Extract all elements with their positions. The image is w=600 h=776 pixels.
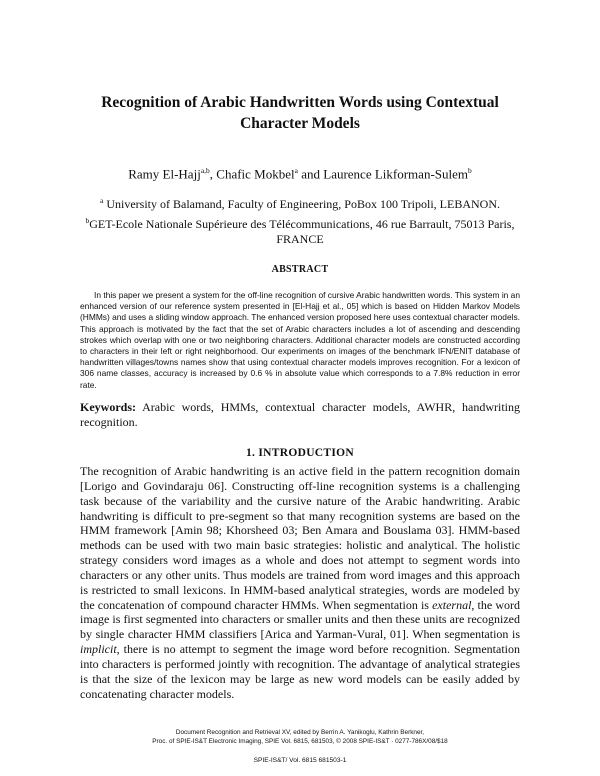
affiliation-b-text: GET-Ecole Nationale Supérieure des Télécommunications, 46 rue Barrault, 75013 Paris, FRANCE — [89, 216, 515, 246]
affiliation-b-mark: b — [85, 215, 90, 225]
author-3-name: Laurence Likforman-Sulem — [323, 166, 468, 182]
footer-line-2: Proc. of SPIE-IS&T Electronic Imaging, SPIE Vol. 6815, 681503, © 2008 SPIE-IS&T · 0277-786X/08/$18 — [152, 738, 448, 745]
author-separator-1: , — [209, 166, 217, 182]
title-line-1: Recognition of Arabic Handwritten Words using Contextual — [101, 94, 499, 111]
affiliation-a — [80, 193, 520, 213]
introduction-paragraph — [80, 464, 520, 702]
author-list — [60, 163, 540, 182]
intro-emphasis-implicit: implicit — [80, 642, 117, 657]
intro-text-part-1: The recognition of Arabic handwriting is an active field in the pattern recognition domain [Lorigo and Govindaraju 06]. Constructing off-line recognition systems is a challenging task because of the variability and the cursive nature of the Arabic handwriting. Arabic handwriting is difficult to pre-segment so that many recognition systems are based on the HMM framework [Amin 98; Khorsheed 03; Ben Amara and Bouslama 03]. HMM-based methods can be used with two main basic strategies: holistic and analytical. The holistic strategy considers word images as a whole and does not attempt to segment words into characters or any other units. Thus models are trained from word images and this approach is restricted to small lexicons. In HMM-based analytical strategies, words are modeled by the concatenation of compound character HMMs. When segmentation is — [80, 464, 520, 612]
affiliation-a-mark: a — [100, 196, 104, 205]
keywords — [80, 400, 520, 430]
keywords-label: Keywords: — [80, 400, 136, 414]
author-2-name: Chafic Mokbel — [216, 166, 295, 182]
author-1-affil-mark: a,b — [200, 166, 210, 175]
section-heading-introduction: 1. INTRODUCTION — [245, 447, 354, 459]
author-3-affil-mark: b — [468, 166, 472, 175]
abstract-heading: ABSTRACT — [271, 264, 329, 275]
affiliation-a-text: University of Balamand, Faculty of Engineering, PoBox 100 Tripoli, LEBANON. — [106, 197, 500, 211]
intro-text-part-2: , the word image is first segmented into characters or smaller units and then these units are recognized by single character HMM classifiers [Arica and Yarman-Vural, 01]. When segmentation is — [80, 597, 520, 642]
abstract-text: In this paper we present a system for the off-line recognition of cursive Arabic handwritten words. This system in an enhanced version of our reference system presented in [El-Hajj et al., 05] which is based on Hidden Markov Models (HMMs) and uses a sliding window approach. The enhanced version proposed here uses contextual character models. This approach is motivated by the fact that the set of Arabic characters includes a lot of ascending and descending strokes which overlap with one or two neighboring characters. Additional character models are constructed according to characters in their left or right neighborhood. Our experiments on images of the benchmark IFN/ENIT database of handwritten villages/towns names show that using contextual character models improves recognition. For a lexicon of 306 name classes, accuracy is increased by 0.6 % in absolute value which corresponds to a 7.8% reduction in error rate. — [80, 290, 520, 390]
keywords-text: Arabic words, HMMs, contextual character models, AWHR, handwriting recognition. — [80, 400, 520, 429]
affiliations — [80, 193, 520, 248]
author-separator-2: and — [297, 166, 324, 182]
author-1-name: Ramy El-Hajj — [128, 166, 201, 182]
author-2-affil-mark: a — [294, 166, 298, 175]
intro-emphasis-external: external — [432, 597, 472, 612]
paper-title — [80, 92, 520, 134]
page-number: SPIE-IS&T/ Vol. 6815 681503-1 — [253, 757, 347, 764]
publication-footer — [80, 728, 520, 746]
footer-line-1: Document Recognition and Retrieval XV, edited by Berrin A. Yanikoglu, Kathrin Berkner, — [175, 729, 425, 736]
affiliation-b — [80, 213, 520, 248]
intro-text-part-3: , there is no attempt to segment the image word before recognition. Segmentation into characters is performed jointly with recognition. The advantage of analytical strategies is that the size of the lexicon may be large as new word models can be easily added by concatenating character models. — [80, 642, 520, 701]
title-line-2: Character Models — [240, 115, 360, 132]
